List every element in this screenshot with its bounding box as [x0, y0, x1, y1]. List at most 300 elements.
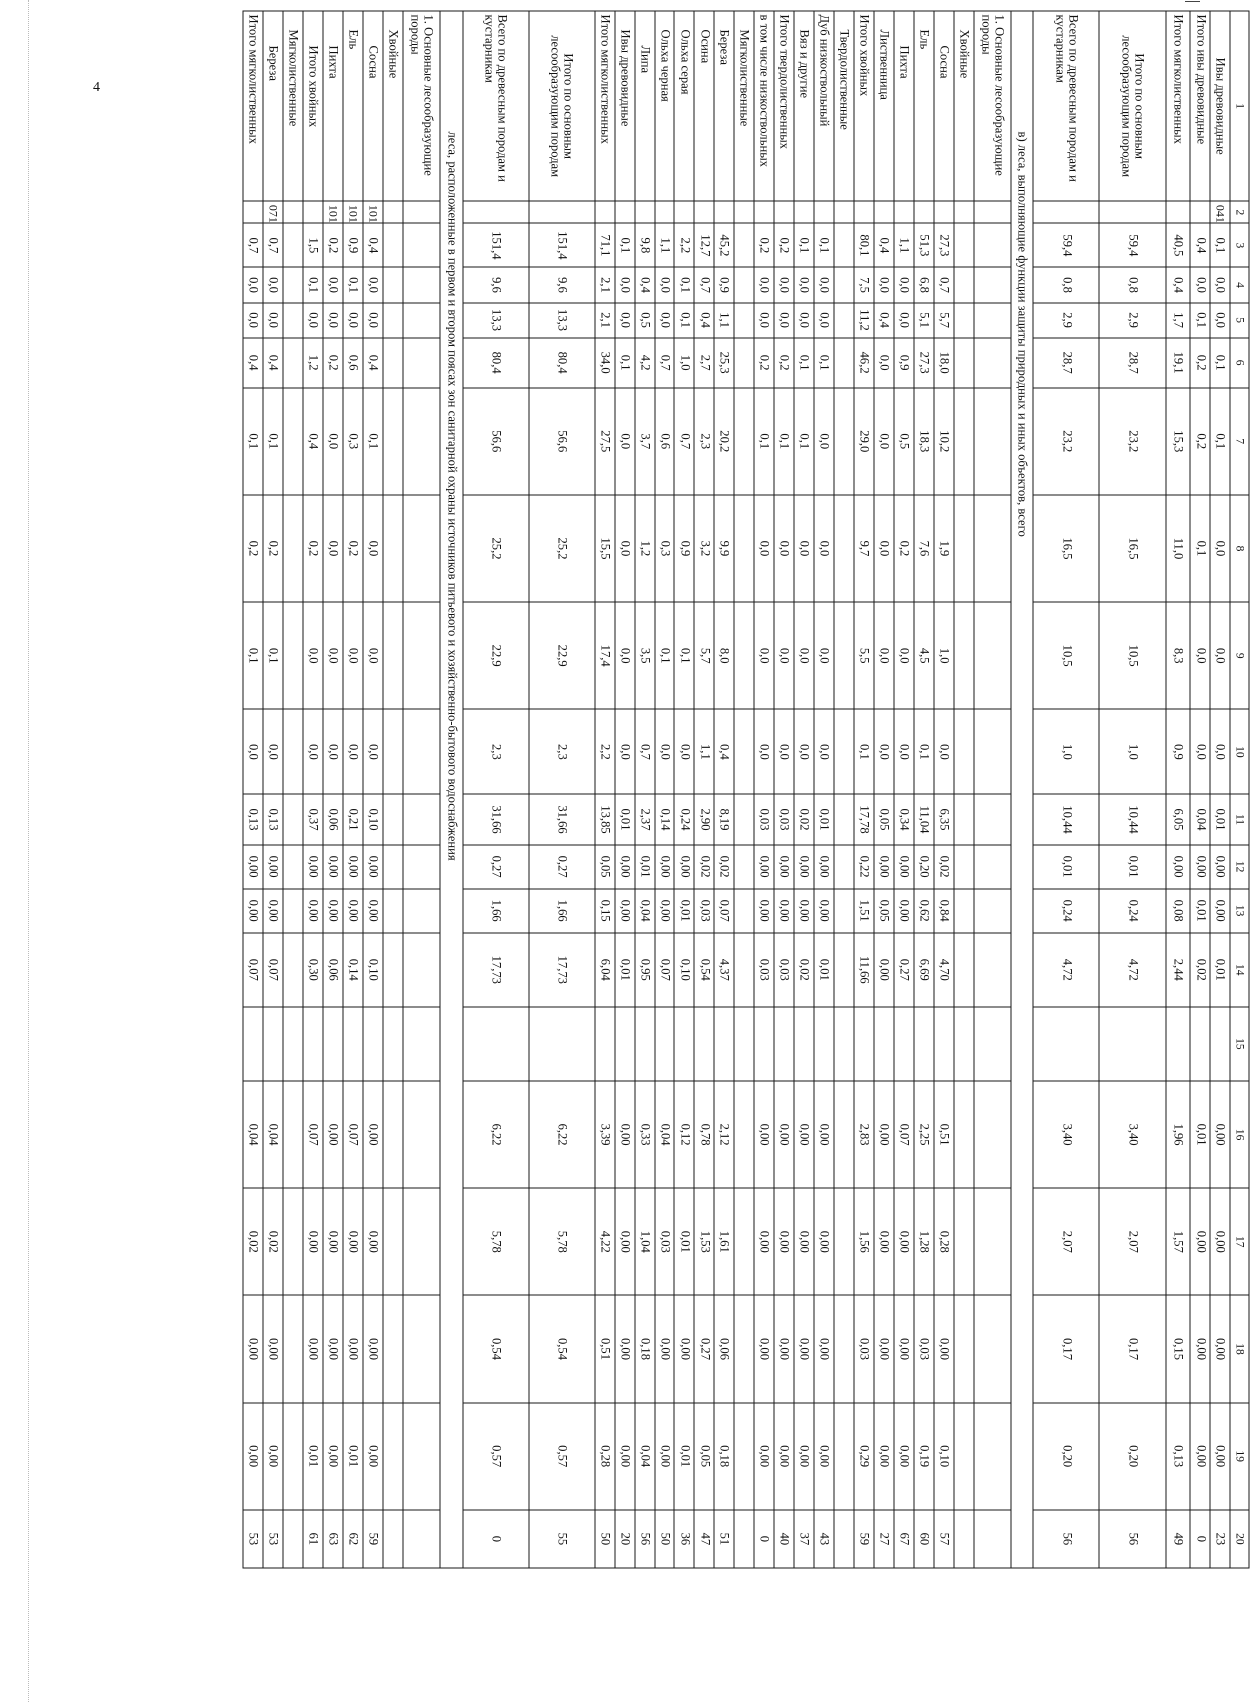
- table-cell: [914, 1007, 934, 1081]
- table-cell: 0: [1190, 1510, 1210, 1568]
- table-row: [615, 11, 635, 1568]
- row-code: [463, 201, 529, 223]
- table-row: [263, 11, 283, 1568]
- table-cell: 17,73: [463, 933, 529, 1007]
- table-cell: 0,07: [894, 1081, 914, 1188]
- table-cell: 27,5: [595, 388, 615, 495]
- table-cell: 0,01: [675, 1403, 695, 1510]
- table-cell: 10,5: [1033, 602, 1099, 709]
- table-cell: 0,4: [714, 709, 734, 794]
- table-cell: [954, 845, 974, 889]
- table-cell: 2,90: [694, 794, 714, 844]
- table-cell: 20,2: [714, 388, 734, 495]
- table-cell: [694, 1007, 714, 1081]
- table-cell: 11,66: [854, 933, 874, 1007]
- table-cell: 8,0: [714, 602, 734, 709]
- table-cell: 0,03: [774, 794, 794, 844]
- section-title: в) леса, выполняющие функции защиты природных и иных объектов, всего: [1011, 11, 1033, 1568]
- table-cell: [974, 495, 1011, 602]
- table-cell: [974, 709, 1011, 794]
- row-code: [595, 201, 615, 223]
- table-cell: 18,3: [914, 388, 934, 495]
- row-label: Ольха черная: [655, 11, 675, 201]
- table-cell: 0,1: [615, 223, 635, 267]
- row-code: [694, 201, 714, 223]
- table-cell: 0,1: [914, 709, 934, 794]
- table-cell: 0,00: [874, 1081, 894, 1188]
- table-cell: 36: [675, 1510, 695, 1568]
- table-row: [814, 11, 834, 1568]
- table-cell: 11,0: [1166, 495, 1191, 602]
- table-cell: 0,0: [1190, 267, 1210, 302]
- table-cell: 0,02: [694, 845, 714, 889]
- row-code: [834, 201, 854, 223]
- table-row: [894, 11, 914, 1568]
- row-label: Итого по основным лесообразующим породам: [1099, 11, 1165, 201]
- table-cell: 4,72: [1033, 933, 1099, 1007]
- table-cell: 4,22: [595, 1188, 615, 1295]
- table-cell: 0,05: [874, 794, 894, 844]
- table-cell: 0,1: [675, 267, 695, 302]
- table-cell: 51: [714, 1510, 734, 1568]
- table-cell: 0,00: [774, 1188, 794, 1295]
- row-label: Ивы древовидные: [1210, 11, 1230, 201]
- table-cell: 0,27: [529, 845, 595, 889]
- table-cell: [403, 889, 440, 933]
- table-row: [874, 11, 894, 1568]
- table-cell: 0: [463, 1510, 529, 1568]
- table-cell: [734, 1403, 754, 1510]
- column-number-header: 8: [1230, 495, 1249, 602]
- table-cell: 3,40: [1099, 1081, 1165, 1188]
- column-number-header: 18: [1230, 1295, 1249, 1402]
- table-cell: 0,00: [615, 889, 635, 933]
- row-code: [635, 201, 655, 223]
- row-label: Ольха серая: [675, 11, 695, 201]
- table-cell: 0,1: [774, 388, 794, 495]
- table-cell: 0,0: [363, 303, 383, 338]
- table-cell: 0,1: [363, 388, 383, 495]
- table-cell: 0,62: [914, 889, 934, 933]
- table-cell: 27,3: [934, 223, 954, 267]
- table-cell: 0,5: [635, 303, 655, 338]
- table-cell: 0,00: [754, 889, 774, 933]
- table-cell: 0,0: [894, 602, 914, 709]
- table-cell: 0,1: [1190, 495, 1210, 602]
- table-cell: 0,2: [1190, 388, 1210, 495]
- table-header-row: [1230, 11, 1249, 1568]
- row-label: Итого хвойных: [303, 11, 323, 201]
- row-code: [954, 201, 974, 223]
- table-cell: [974, 1188, 1011, 1295]
- table-cell: [754, 1007, 774, 1081]
- table-cell: [954, 267, 974, 302]
- row-label: Пихта: [894, 11, 914, 201]
- table-cell: [1210, 1007, 1230, 1081]
- table-cell: [974, 1081, 1011, 1188]
- table-cell: 0,34: [894, 794, 914, 844]
- table-cell: 0,00: [754, 1188, 774, 1295]
- table-cell: 0,0: [615, 495, 635, 602]
- table-cell: 0,01: [1190, 889, 1210, 933]
- table-cell: 0,04: [635, 1403, 655, 1510]
- table-row: [655, 11, 675, 1568]
- table-cell: [363, 1007, 383, 1081]
- table-cell: 0,8: [1033, 267, 1099, 302]
- table-cell: 0,00: [323, 845, 343, 889]
- table-cell: [283, 933, 303, 1007]
- table-row: [834, 11, 854, 1568]
- table-cell: 0,19: [914, 1403, 934, 1510]
- table-cell: 0,54: [529, 1295, 595, 1402]
- table-cell: [934, 1007, 954, 1081]
- table-cell: 0,0: [323, 495, 343, 602]
- table-row: [1099, 11, 1165, 1568]
- table-cell: [383, 267, 403, 302]
- table-cell: 10,44: [1099, 794, 1165, 844]
- table-cell: [974, 223, 1011, 267]
- table-cell: [734, 1510, 754, 1568]
- table-cell: [283, 338, 303, 388]
- table-cell: 0,20: [1033, 1403, 1099, 1510]
- table-cell: [383, 794, 403, 844]
- table-cell: 0,4: [694, 303, 714, 338]
- table-cell: 0,33: [635, 1081, 655, 1188]
- row-code: [403, 201, 440, 223]
- table-cell: [794, 1007, 814, 1081]
- column-number-header: 14: [1230, 933, 1249, 1007]
- table-cell: 0,00: [774, 845, 794, 889]
- table-row: [974, 11, 1011, 1568]
- table-cell: 0,0: [794, 602, 814, 709]
- table-cell: [283, 1510, 303, 1568]
- table-cell: 0,02: [714, 845, 734, 889]
- row-code: [1033, 201, 1099, 223]
- table-cell: 0,4: [363, 223, 383, 267]
- table-cell: [675, 1007, 695, 1081]
- table-cell: 13,3: [529, 303, 595, 338]
- column-number-header: 12: [1230, 845, 1249, 889]
- table-cell: 0,0: [774, 303, 794, 338]
- table-cell: [283, 1295, 303, 1402]
- table-cell: 0,7: [694, 267, 714, 302]
- table-cell: 0,04: [655, 1081, 675, 1188]
- table-cell: 0,10: [934, 1403, 954, 1510]
- table-cell: [283, 223, 303, 267]
- row-code: [243, 201, 263, 223]
- table-cell: [383, 388, 403, 495]
- table-cell: 0,1: [814, 338, 834, 388]
- table-cell: 0,14: [343, 933, 363, 1007]
- table-cell: 0: [754, 1510, 774, 1568]
- table-cell: 0,0: [263, 267, 283, 302]
- row-code: [774, 201, 794, 223]
- row-code: [675, 201, 695, 223]
- table-cell: [954, 1081, 974, 1188]
- table-cell: [1166, 1007, 1191, 1081]
- table-cell: 0,01: [303, 1403, 323, 1510]
- section-header-row: [1011, 11, 1033, 1568]
- table-cell: [243, 1007, 263, 1081]
- scan-edge-line: [28, 0, 29, 1702]
- table-cell: 56,6: [529, 388, 595, 495]
- table-cell: 0,24: [1033, 889, 1099, 933]
- table-cell: 0,0: [794, 303, 814, 338]
- table-cell: [974, 303, 1011, 338]
- table-cell: 0,24: [1099, 889, 1165, 933]
- table-cell: [974, 338, 1011, 388]
- row-label: Лиственница: [874, 11, 894, 201]
- table-cell: 6,05: [1166, 794, 1191, 844]
- table-cell: 67: [894, 1510, 914, 1568]
- table-cell: 2,07: [1033, 1188, 1099, 1295]
- table-cell: 0,0: [363, 602, 383, 709]
- table-cell: 0,4: [363, 338, 383, 388]
- table-cell: 0,7: [934, 267, 954, 302]
- scan-corner-mark: [1185, 1, 1200, 2]
- table-cell: [383, 338, 403, 388]
- table-cell: 22,9: [463, 602, 529, 709]
- table-row: [694, 11, 714, 1568]
- table-cell: 9,8: [635, 223, 655, 267]
- table-cell: [834, 845, 854, 889]
- table-cell: [974, 1403, 1011, 1510]
- table-cell: 0,03: [854, 1295, 874, 1402]
- table-cell: 0,37: [303, 794, 323, 844]
- table-cell: 0,00: [814, 1188, 834, 1295]
- table-row: [1190, 11, 1210, 1568]
- table-cell: 0,4: [1190, 223, 1210, 267]
- table-cell: [283, 1403, 303, 1510]
- table-cell: 0,2: [894, 495, 914, 602]
- table-cell: [954, 1510, 974, 1568]
- table-cell: 0,1: [263, 602, 283, 709]
- table-cell: [463, 1007, 529, 1081]
- table-cell: 0,1: [1210, 388, 1230, 495]
- table-cell: [383, 223, 403, 267]
- table-cell: [954, 223, 974, 267]
- table-row: [635, 11, 655, 1568]
- table-cell: 0,01: [343, 1403, 363, 1510]
- table-cell: 1,2: [635, 495, 655, 602]
- table-cell: [854, 1007, 874, 1081]
- table-cell: 13,3: [463, 303, 529, 338]
- column-number-header: 19: [1230, 1403, 1249, 1510]
- table-cell: [834, 1510, 854, 1568]
- table-cell: 0,0: [615, 303, 635, 338]
- table-cell: 0,0: [323, 303, 343, 338]
- table-cell: 0,1: [794, 388, 814, 495]
- column-number-header: 1: [1230, 11, 1249, 201]
- table-cell: [734, 602, 754, 709]
- table-cell: [734, 223, 754, 267]
- table-cell: 0,0: [774, 495, 794, 602]
- row-label: Всего по древесным породам и кустарникам: [463, 11, 529, 201]
- table-cell: 0,1: [854, 709, 874, 794]
- table-cell: [403, 845, 440, 889]
- table-cell: 5,78: [463, 1188, 529, 1295]
- table-cell: 0,22: [854, 845, 874, 889]
- table-cell: 7,5: [854, 267, 874, 302]
- table-cell: 49: [1166, 1510, 1191, 1568]
- table-cell: 0,0: [754, 267, 774, 302]
- table-cell: 0,04: [635, 889, 655, 933]
- table-cell: 0,00: [794, 1295, 814, 1402]
- table-cell: 0,0: [814, 495, 834, 602]
- table-cell: 0,1: [243, 388, 263, 495]
- table-cell: 0,4: [303, 388, 323, 495]
- row-code: [854, 201, 874, 223]
- table-cell: 2,9: [1099, 303, 1165, 338]
- table-cell: 0,00: [655, 889, 675, 933]
- table-cell: 0,2: [754, 223, 774, 267]
- row-code: [974, 201, 1011, 223]
- table-cell: [874, 1007, 894, 1081]
- table-cell: 2,12: [714, 1081, 734, 1188]
- table-cell: 9,7: [854, 495, 874, 602]
- table-cell: [403, 1081, 440, 1188]
- table-cell: 0,00: [615, 1188, 635, 1295]
- table-cell: 0,00: [774, 889, 794, 933]
- table-cell: 0,2: [774, 223, 794, 267]
- table-cell: 0,18: [635, 1295, 655, 1402]
- table-cell: 56: [1099, 1510, 1165, 1568]
- table-cell: 0,00: [874, 1295, 894, 1402]
- column-number-header: 3: [1230, 223, 1249, 267]
- table-cell: 37: [794, 1510, 814, 1568]
- table-cell: 0,00: [814, 1403, 834, 1510]
- table-cell: 1,53: [694, 1188, 714, 1295]
- table-cell: [834, 223, 854, 267]
- table-cell: 80,1: [854, 223, 874, 267]
- table-cell: 16,5: [1033, 495, 1099, 602]
- table-cell: 0,02: [794, 933, 814, 1007]
- table-row: [1210, 11, 1230, 1568]
- table-cell: [954, 933, 974, 1007]
- column-number-header: 7: [1230, 388, 1249, 495]
- table-cell: 0,00: [1190, 1295, 1210, 1402]
- table-cell: 0,00: [814, 889, 834, 933]
- table-cell: [834, 495, 854, 602]
- table-cell: 0,3: [343, 388, 363, 495]
- table-cell: 6,69: [914, 933, 934, 1007]
- table-row: [1033, 11, 1099, 1568]
- table-cell: 0,00: [1166, 845, 1191, 889]
- table-cell: 0,00: [774, 1081, 794, 1188]
- table-cell: 0,06: [323, 794, 343, 844]
- table-cell: [974, 1510, 1011, 1568]
- table-cell: [283, 1188, 303, 1295]
- table-cell: 0,0: [814, 267, 834, 302]
- table-cell: 0,00: [774, 1403, 794, 1510]
- table-cell: 0,00: [263, 1295, 283, 1402]
- table-row: [854, 11, 874, 1568]
- table-cell: 0,00: [814, 845, 834, 889]
- row-code: [734, 201, 754, 223]
- table-cell: 0,0: [343, 602, 363, 709]
- table-cell: 0,28: [934, 1188, 954, 1295]
- table-cell: [383, 1007, 403, 1081]
- table-cell: 8,3: [1166, 602, 1191, 709]
- row-code: [754, 201, 774, 223]
- row-label: Вяз и другие: [794, 11, 814, 201]
- table-cell: 0,12: [675, 1081, 695, 1188]
- table-cell: 2,07: [1099, 1188, 1165, 1295]
- table-cell: [403, 933, 440, 1007]
- table-cell: 12,7: [694, 223, 714, 267]
- table-cell: 0,9: [1166, 709, 1191, 794]
- table-cell: 5,5: [854, 602, 874, 709]
- table-cell: 0,0: [754, 495, 774, 602]
- table-cell: 19,1: [1166, 338, 1191, 388]
- table-cell: 0,27: [694, 1295, 714, 1402]
- table-row: [595, 11, 615, 1568]
- table-cell: [894, 1007, 914, 1081]
- table-cell: [403, 388, 440, 495]
- table-cell: 23,2: [1099, 388, 1165, 495]
- table-cell: [974, 933, 1011, 1007]
- row-label: Пихта: [323, 11, 343, 201]
- table-cell: 9,6: [463, 267, 529, 302]
- table-cell: [1190, 1007, 1210, 1081]
- table-cell: 0,03: [655, 1188, 675, 1295]
- row-code: [383, 201, 403, 223]
- column-number-header: 15: [1230, 1007, 1249, 1081]
- table-cell: [283, 1081, 303, 1188]
- table-cell: 0,0: [363, 709, 383, 794]
- table-cell: 1,28: [914, 1188, 934, 1295]
- row-code: [1099, 201, 1165, 223]
- table-cell: 20: [615, 1510, 635, 1568]
- table-cell: 17,78: [854, 794, 874, 844]
- table-cell: 0,10: [363, 933, 383, 1007]
- table-cell: 16,5: [1099, 495, 1165, 602]
- table-cell: 1,0: [1033, 709, 1099, 794]
- table-cell: 0,0: [243, 709, 263, 794]
- table-cell: [954, 709, 974, 794]
- table-cell: 0,13: [263, 794, 283, 844]
- row-label: Хвойные: [383, 11, 403, 201]
- table-cell: 0,02: [243, 1188, 263, 1295]
- table-cell: [383, 602, 403, 709]
- table-cell: 7,6: [914, 495, 934, 602]
- table-cell: 0,00: [615, 845, 635, 889]
- table-cell: 27: [874, 1510, 894, 1568]
- table-cell: [954, 388, 974, 495]
- table-cell: 0,78: [694, 1081, 714, 1188]
- table-cell: [974, 388, 1011, 495]
- table-cell: 0,0: [655, 709, 675, 794]
- table-cell: [403, 1403, 440, 1510]
- page-number: 4: [93, 80, 100, 95]
- table-cell: [403, 1007, 440, 1081]
- table-cell: 0,01: [615, 933, 635, 1007]
- table-row: [363, 11, 383, 1568]
- table-cell: 0,15: [1166, 1295, 1191, 1402]
- table-cell: 31,66: [529, 794, 595, 844]
- table-cell: 0,13: [243, 794, 263, 844]
- row-label: в том числе низкоствольных: [754, 11, 774, 201]
- table-cell: 0,28: [595, 1403, 615, 1510]
- table-cell: [974, 845, 1011, 889]
- table-cell: 6,22: [529, 1081, 595, 1188]
- table-row: [774, 11, 794, 1568]
- table-cell: 0,00: [894, 1295, 914, 1402]
- table-cell: [595, 1007, 615, 1081]
- table-cell: [974, 267, 1011, 302]
- table-cell: 0,0: [774, 267, 794, 302]
- table-cell: 0,00: [754, 845, 774, 889]
